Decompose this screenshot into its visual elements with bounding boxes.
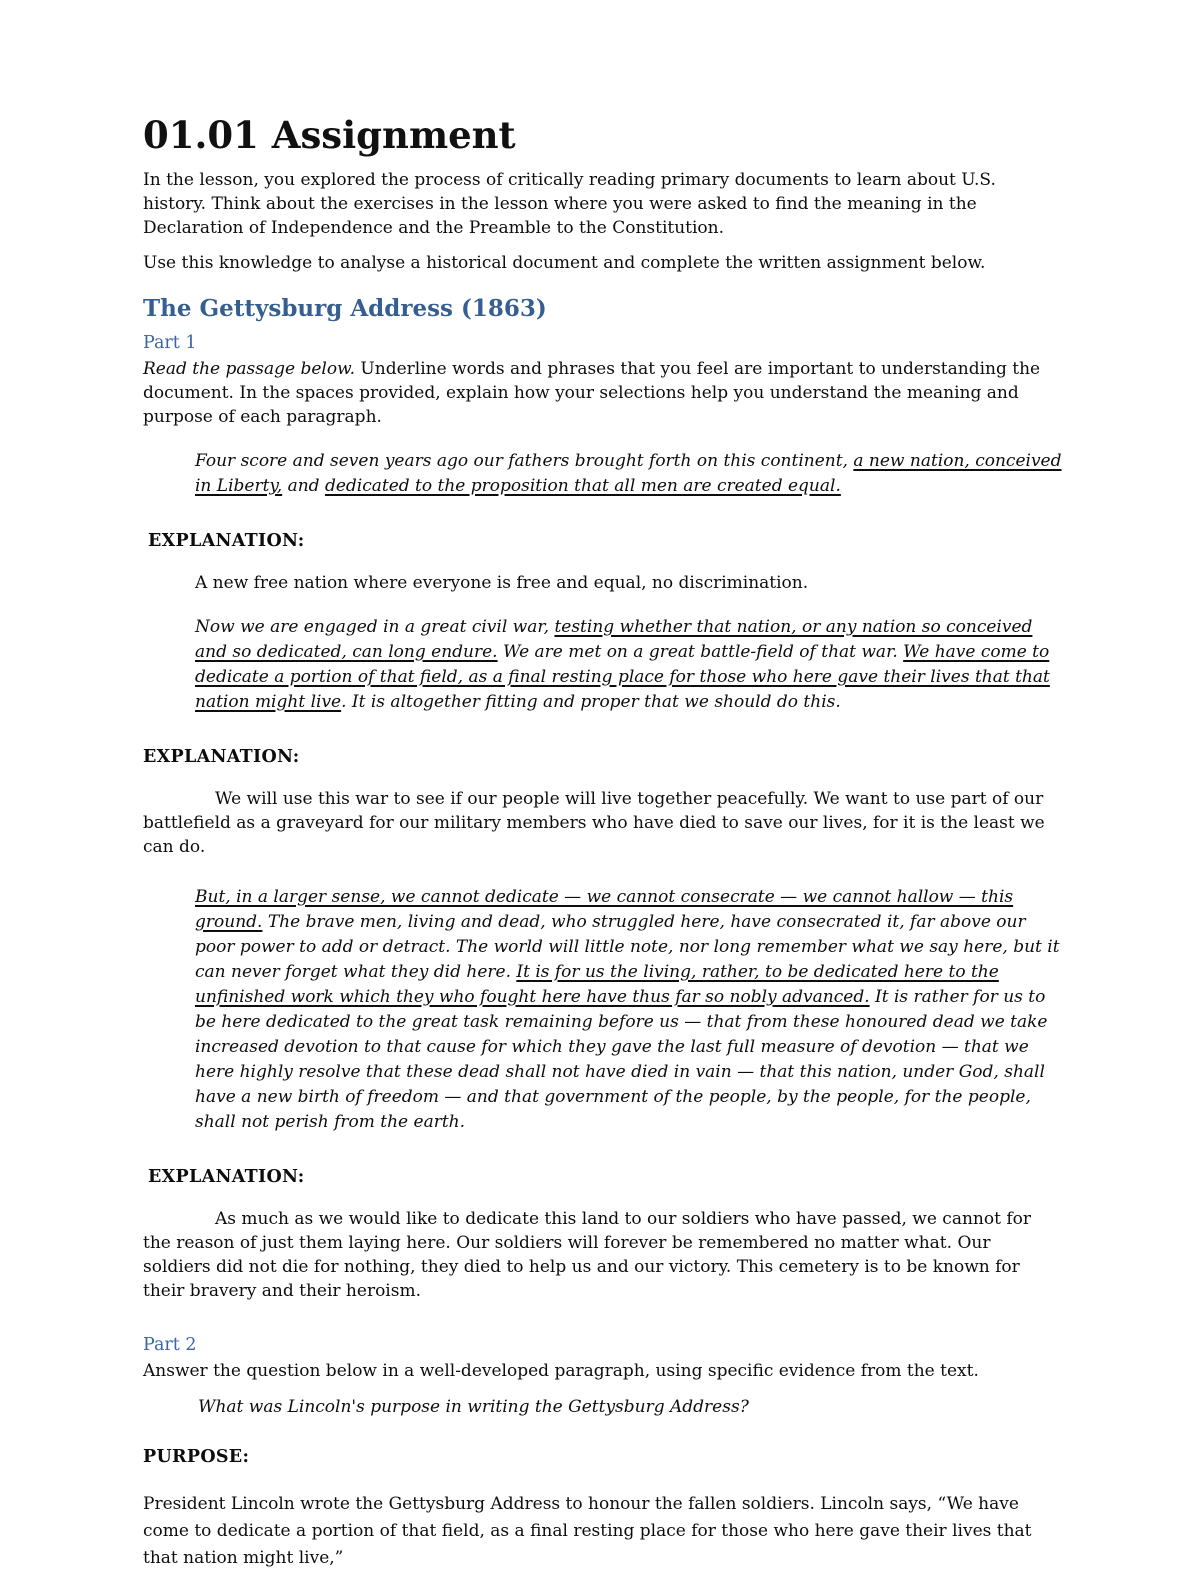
passage-1: [195, 449, 1062, 499]
underlined-phrase: We have come to dedicate a portion of that field, as a final resting place for those who here gave their lives that that nation might live: [195, 641, 1050, 712]
part1-instructions-rest: Underline words and phrases that you feel are important to understanding the document. In the spaces provided, explain how your selections help you understand the meaning and purpose of each paragraph.: [143, 358, 1041, 427]
passage-3: [195, 885, 1062, 1135]
explanation-label-3: EXPLANATION:: [148, 1166, 305, 1187]
underlined-phrase: a new nation, conceived in Liberty,: [195, 450, 1062, 496]
passage-text: It is rather for us to be here dedicated to the great task remaining before us — that from these honoured dead we take increased devotion to that cause for which they gave the last full measure of devotion — that we here highly resolve that these dead shall not have died in vain — that this nation, under God, shall have a new birth of freedom — and that government of the people, by the people, for the people, shall not perish from the earth.: [195, 986, 1048, 1132]
section-heading-gettysburg: The Gettysburg Address (1863): [143, 295, 547, 323]
purpose-label: PURPOSE:: [143, 1446, 250, 1467]
explanation-label-2: EXPLANATION:: [143, 746, 300, 767]
part1-heading: Part 1: [143, 332, 197, 353]
passage-text: and: [282, 475, 325, 496]
part1-instructions: [143, 357, 1062, 429]
part1-instructions-lead: Read the passage below.: [143, 358, 356, 379]
underlined-phrase: But, in a larger sense, we cannot dedicate — we cannot consecrate — we cannot hallow — this ground.: [195, 886, 1014, 932]
underlined-phrase: It is for us the living, rather, to be dedicated here to the unfinished work which they who fought here have thus far so nobly advanced.: [195, 961, 999, 1007]
intro-paragraph-2: Use this knowledge to analyse a historical document and complete the written assignment below.: [143, 253, 986, 274]
passage-text: Now we are engaged in a great civil war,: [195, 616, 555, 637]
intro-paragraph-1: In the lesson, you explored the process of critically reading primary documents to learn about U.S. history. Think about the exercises in the lesson where you were asked to find the meaning in the Declaration of Independence and the Preamble to the Constitution.: [143, 170, 996, 239]
explanation-1-text: A new free nation where everyone is free and equal, no discrimination.: [195, 572, 809, 593]
page-title: 01.01 Assignment: [143, 113, 516, 157]
explanation-3-text: As much as we would like to dedicate this land to our soldiers who have passed, we cannot for the reason of just them laying here. Our soldiers will forever be remembered no matter what. Our soldiers did not die for nothing, they died to help us and our victory. This cemetery is to be known for their bravery and their heroism.: [143, 1208, 1031, 1301]
purpose-text: President Lincoln wrote the Gettysburg Address to honour the fallen soldiers. Lincoln says, “We have come to dedicate a portion of that field, as a final resting place for those who here gave their lives that that nation might live,”: [143, 1493, 1032, 1568]
underlined-phrase: testing whether that nation, or any nation so conceived and so dedicated, can long endure.: [195, 616, 1033, 662]
explanation-label-1: EXPLANATION:: [148, 530, 305, 551]
part2-instructions: Answer the question below in a well-developed paragraph, using specific evidence from the text.: [143, 1360, 979, 1381]
underlined-phrase: dedicated to the proposition that all men are created equal.: [324, 475, 841, 496]
passage-text: Four score and seven years ago our fathers brought forth on this continent,: [195, 450, 854, 471]
passage-text: . It is altogether fitting and proper that we should do this.: [341, 691, 841, 712]
passage-2: [195, 615, 1062, 715]
explanation-2-text: We will use this war to see if our people will live together peacefully. We want to use part of our battlefield as a graveyard for our military members who have died to save our lives, for it is the least we can do.: [143, 788, 1045, 857]
passage-text: The brave men, living and dead, who struggled here, have consecrated it, far above our poor power to add or detract. The world will little note, nor long remember what we say here, but it can never forget what they did here.: [195, 911, 1060, 982]
passage-text: We are met on a great battle-field of that war.: [497, 641, 904, 662]
part2-question: What was Lincoln's purpose in writing the Gettysburg Address?: [198, 1396, 749, 1417]
part2-heading: Part 2: [143, 1334, 197, 1355]
